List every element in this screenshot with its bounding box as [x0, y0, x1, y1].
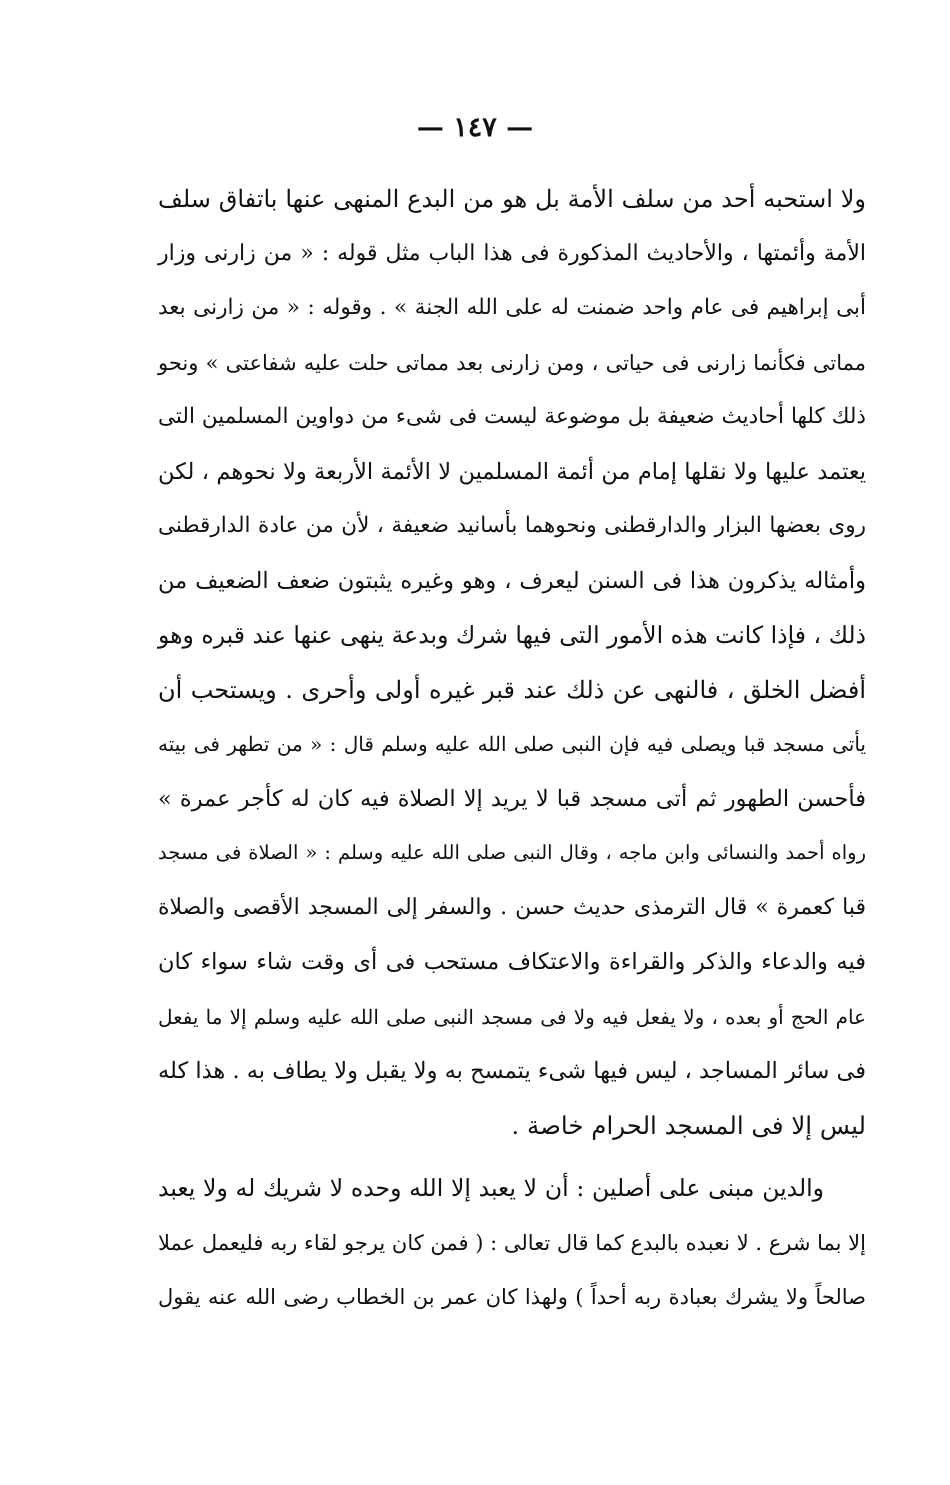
text-line: قبا كعمرة » قال الترمذى حديث حسن . والسفر إلى المسجد الأقصى والصلاة: [158, 894, 866, 920]
text-line: ذلك كلها أحاديث ضعيفة بل موضوعة ليست فى شىء من دواوين المسلمين التى: [158, 404, 866, 429]
text-line: أفضل الخلق ، فالنهى عن ذلك عند قبر غيره أولى وأحرى . ويستحب أن: [158, 675, 866, 704]
text-line: فى سائر المساجد ، ليس فيها شىء يتمسح به ولا يقبل ولا يطاف به . هذا كله: [157, 1058, 866, 1084]
text-line: عام الحج أو بعده ، ولا يفعل فيه ولا فى مسجد النبى صلى الله عليه وسلم إلا ما يفعل: [158, 1004, 866, 1029]
text-line: ولا استحبه أحد من سلف الأمة بل هو من البدع المنهى عنها باتفاق سلف: [158, 185, 866, 213]
text-line: روى بعضها البزار والدارقطنى ونحوهما بأسانيد ضعيفة ، لأن من عادة الدارقطنى: [158, 513, 866, 538]
text-line: إلا بما شرع . لا نعبده بالبدع كما قال تعالى : ( فمن كان يرجو لقاء ربه فليعمل عملا: [158, 1230, 866, 1255]
text-line: فأحسن الطهور ثم أتى مسجد قبا لا يريد إلا الصلاة فيه كان له كأجر عمرة »: [158, 785, 866, 812]
body-text: [158, 172, 866, 1325]
text-line: مماتى فكأنما زارنى فى حياتى ، ومن زارنى بعد مماتى حلت عليه شفاعتى » ونحو: [158, 350, 866, 375]
paragraph-gap: [158, 1153, 866, 1161]
text-line: يعتمد عليها ولا نقلها إمام من أئمة المسلمين لا الأئمة الأربعة ولا نحوهم ، لكن: [158, 458, 866, 485]
text-line: وأمثاله يذكرون هذا فى السنن ليعرف ، وهو وغيره يثبتون ضعف الضعيف من: [158, 567, 866, 594]
text-line: فيه والدعاء والذكر والقراءة والاعتكاف مستحب فى أى وقت شاء سواء كان: [158, 949, 866, 975]
page-number: — ١٤٧ —: [416, 112, 534, 143]
text-line: يأتى مسجد قبا ويصلى فيه فإن النبى صلى الله عليه وسلم قال : « من تطهر فى بيته: [158, 732, 866, 756]
paragraph-last-line: ليس إلا فى المسجد الحرام خاصة .: [511, 1110, 866, 1140]
paragraph-first-line: والدين مبنى على أصلين : أن لا يعبد إلا الله وحده لا شريك له ولا يعبد: [158, 1174, 824, 1202]
text-line: ذلك ، فإذا كانت هذه الأمور التى فيها شرك وبدعة ينهى عنها عند قبره وهو: [158, 621, 866, 649]
text-line: رواه أحمد والنسائى وابن ماجه ، وقال النبى صلى الله عليه وسلم : « الصلاة فى مسجد: [158, 841, 866, 864]
text-line: صالحاً ولا يشرك بعبادة ربه أحداً ) ولهذا كان عمر بن الخطاب رضى الله عنه يقول: [158, 1285, 867, 1309]
text-line: أبى إبراهيم فى عام واحد ضمنت له على الله الجنة » . وقوله : « من زارنى بعد: [158, 295, 866, 320]
text-line: الأمة وأئمتها ، والأحاديث المذكورة فى هذا الباب مثل قوله : « من زارنى وزار: [158, 240, 866, 266]
